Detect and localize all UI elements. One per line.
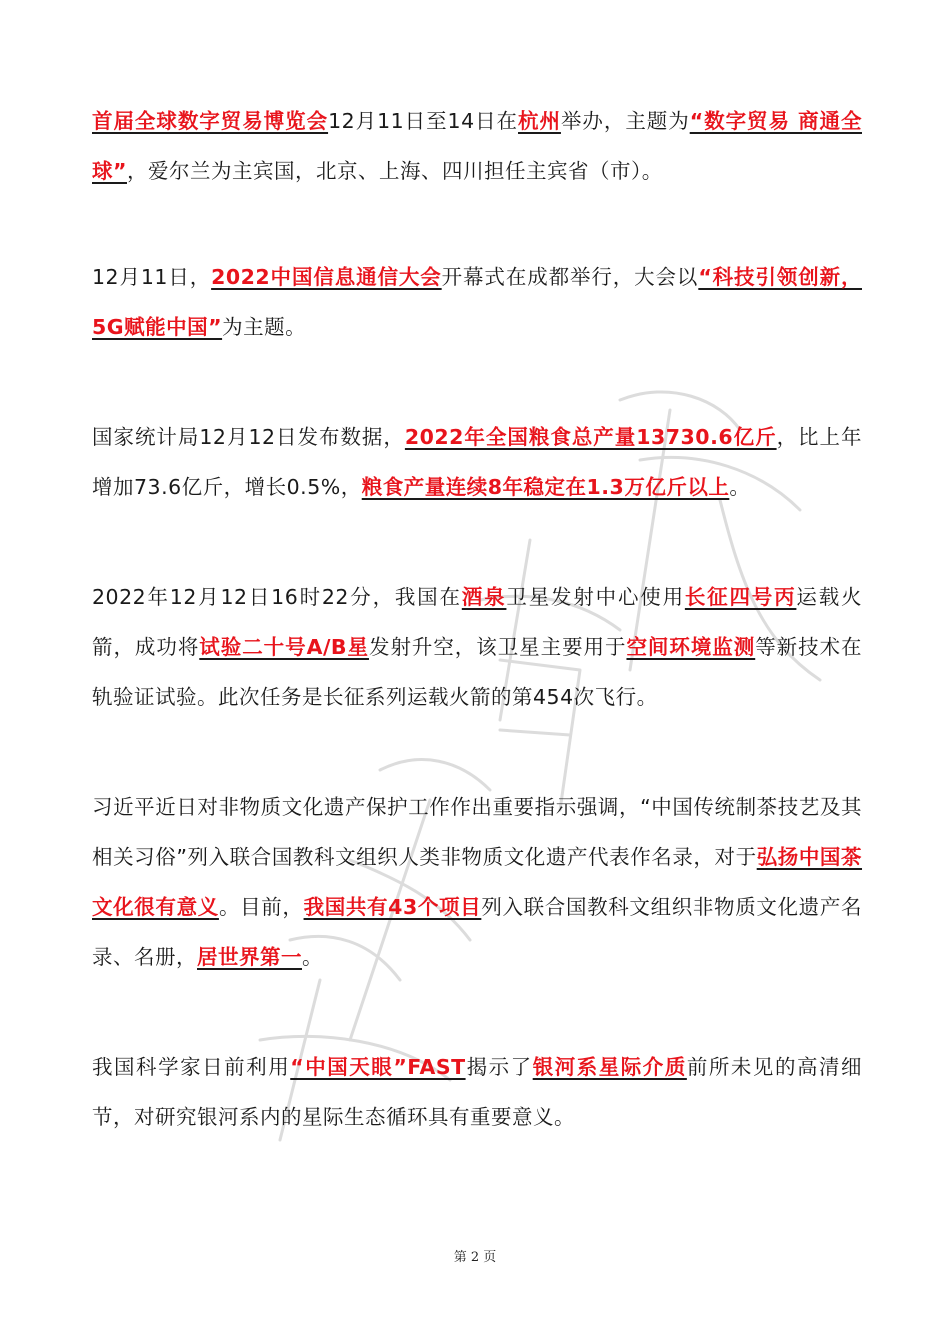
highlighted-keyword: “科技引领创新，5G赋能中国” [92, 265, 862, 339]
body-text: 我国科学家日前利用 [92, 1055, 291, 1079]
highlighted-keyword: “数字贸易 商通全球” [92, 109, 862, 183]
body-text: ，比上年增加73.6亿斤，增长0.5%， [92, 425, 863, 499]
body-text: 举办，主题为 [560, 109, 690, 133]
news-paragraph-3 [92, 412, 862, 512]
body-text: 为主题。 [222, 315, 307, 339]
body-text: 开幕式在成都举行，大会以 [441, 265, 699, 289]
body-text: 。 [729, 475, 751, 499]
highlighted-keyword: 杭州 [518, 109, 561, 133]
body-text: 习近平近日对非物质文化遗产保护工作作出重要指示强调，“中国传统制茶技艺及其相关习俗”列入联合国教科文组织人类非物质文化遗产代表作名录，对于 [92, 795, 862, 869]
body-text: 国家统计局12月12日发布数据， [92, 425, 405, 449]
highlighted-keyword: 居世界第一 [197, 945, 302, 969]
highlighted-keyword: 酒泉 [461, 585, 507, 609]
highlighted-keyword: “中国天眼”FAST [290, 1055, 466, 1079]
news-paragraph-5 [92, 782, 862, 982]
body-text: 2022年12月12日16时22分，我国在 [92, 585, 462, 609]
body-text: 12月11日至14日在 [328, 109, 519, 133]
body-text: ，爱尔兰为主宾国，北京、上海、四川担任主宾省（市）。 [126, 159, 663, 183]
body-text: 。目前， [218, 895, 304, 919]
page-number: 第 2 页 [453, 1250, 497, 1265]
highlighted-keyword: 长征四号丙 [684, 585, 797, 609]
highlighted-keyword: 粮食产量连续8年稳定在1.3万亿斤以上 [361, 475, 730, 499]
body-text: 卫星发射中心使用 [506, 585, 685, 609]
news-paragraph-6 [92, 1042, 862, 1142]
body-text: 12月11日， [92, 265, 212, 289]
highlighted-keyword: 弘扬中国茶文化很有意义 [92, 845, 863, 919]
article-body [92, 96, 862, 1202]
body-text: 前所未见的高清细节，对研究银河系内的星际生态循环具有重要意义。 [92, 1055, 863, 1129]
body-text: 。 [302, 945, 323, 969]
highlighted-keyword: 我国共有43个项目 [303, 895, 482, 919]
body-text: 揭示了 [465, 1055, 533, 1079]
highlighted-keyword: 2022中国信息通信大会 [211, 265, 442, 289]
body-text: 发射升空，该卫星主要用于 [368, 635, 627, 659]
news-paragraph-4 [92, 572, 862, 722]
highlighted-keyword: 首届全球数字贸易博览会 [92, 109, 329, 133]
body-text: 等新技术在轨验证试验。此次任务是长征系列运载火箭的第454次飞行。 [92, 635, 863, 709]
highlighted-keyword: 2022年全国粮食总产量13730.6亿斤 [404, 425, 777, 449]
news-paragraph-2 [92, 252, 862, 352]
highlighted-keyword: 银河系星际介质 [532, 1055, 687, 1079]
highlighted-keyword: 空间环境监测 [626, 635, 756, 659]
news-paragraph-1 [92, 96, 862, 196]
body-text: 运载火箭，成功将 [92, 585, 863, 659]
body-text: 列入联合国教科文组织非物质文化遗产名录、名册， [92, 895, 862, 969]
highlighted-keyword: 试验二十号A/B星 [199, 635, 369, 659]
